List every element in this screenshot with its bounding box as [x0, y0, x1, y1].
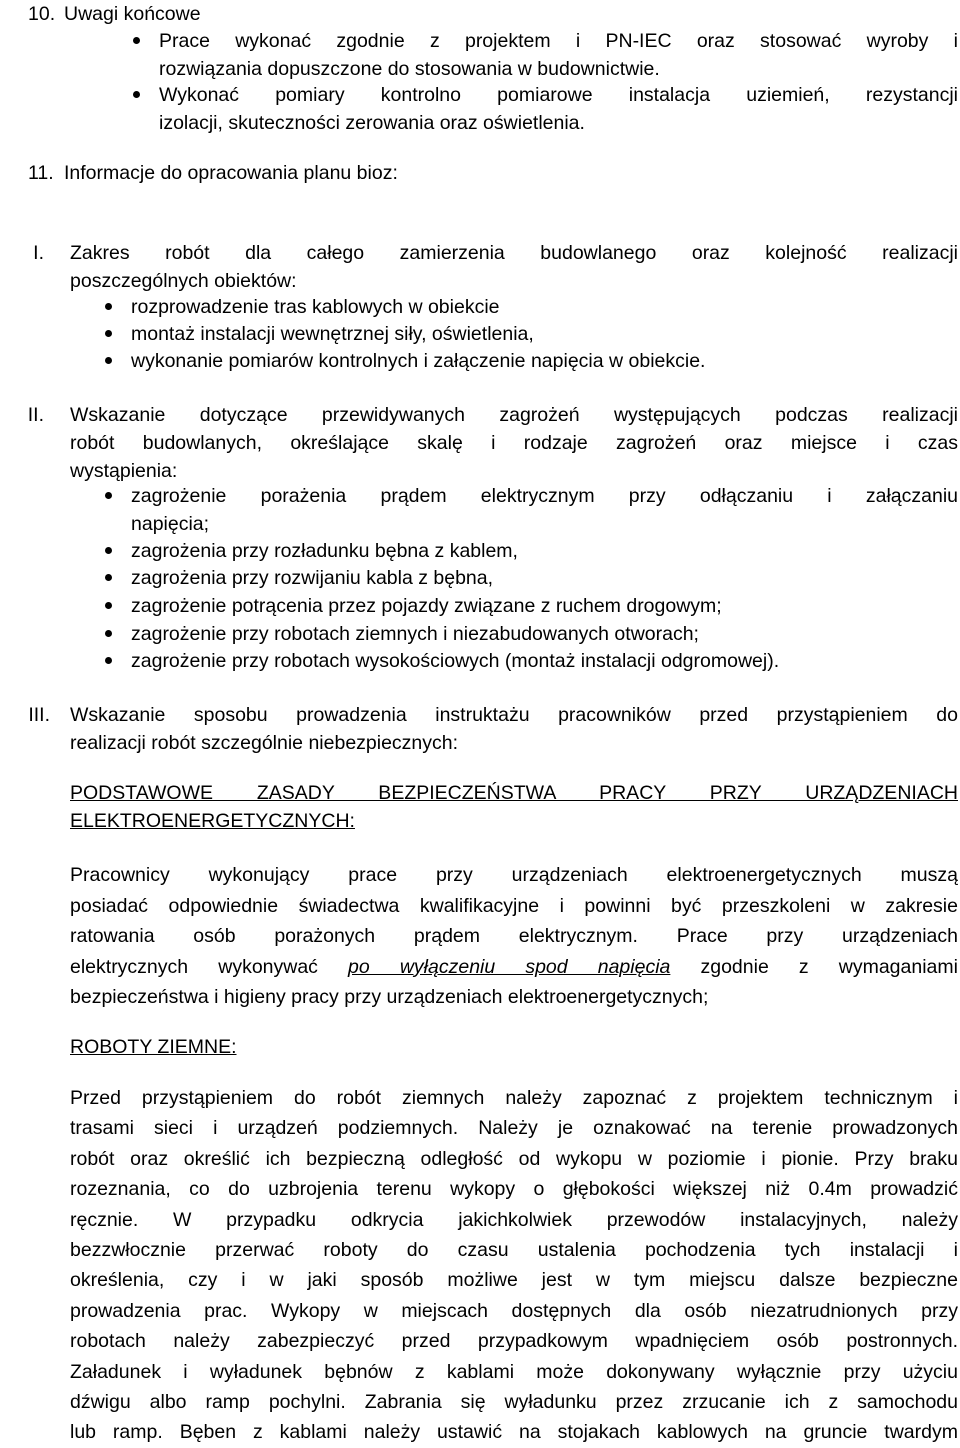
bullet-dot-icon [105, 357, 112, 364]
part-1-intro [70, 239, 958, 295]
bullet-dot-icon [133, 37, 140, 44]
part-2-bullet [131, 564, 958, 592]
part-2-line: wystąpienia: [70, 460, 178, 482]
part-1-bullet [131, 347, 958, 375]
emphasized-text: po wyłączeniu spod napięcia [348, 955, 671, 978]
part-2-bullet [131, 537, 958, 565]
paragraph-line: prowadzenia prac. Wykopy w miejscach dostępnych dla osób niezatrudnionych przy [70, 1299, 958, 1322]
part-1-bullet [131, 293, 958, 321]
paragraph-line: robót oraz określić ich bezpieczną odległość od wykopu w poziomie i pionie. Przy braku [70, 1147, 958, 1170]
paragraph-line: trasami sieci i urządzeń podziemnych. Należy je oznakować na terenie prowadzonych [70, 1117, 958, 1140]
part-2-bullet [131, 647, 958, 675]
paragraph-line: określenia, czy i w jaki sposób możliwe jest w tym miejscu dalsze bezpieczne [70, 1269, 958, 1292]
section-11-number: 11. [28, 162, 54, 184]
bullet-text: zagrożenia przy rozwijaniu kabla z bębna, [131, 567, 494, 589]
part-2-numeral: II. [27, 404, 44, 426]
paragraph-line: Załadunek i wyładunek bębnów z kablami może dokonywany wyłącznie przy użyciu [70, 1360, 958, 1383]
text-run: zgodnie z wymaganiami [670, 955, 958, 978]
bullet-dot-icon [105, 492, 112, 499]
paragraph-line: ratowania osób porażonych prądem elektrycznym. Prace przy urządzeniach [70, 925, 958, 947]
bullet-text: wykonanie pomiarów kontrolnych i załączenie napięcia w obiekcie. [131, 350, 706, 372]
bullet-dot-icon [105, 602, 112, 609]
heading-line: ROBOTY ZIEMNE: [70, 1036, 237, 1058]
bullet-dot-icon [105, 547, 112, 554]
bullet-text: zagrożenie przy robotach ziemnych i niezabudowanych otworach; [131, 623, 699, 645]
part-1-bullet [131, 320, 958, 348]
electrical-safety-paragraph [70, 860, 958, 1013]
paragraph-line: posiadać odpowiednie świadectwa kwalifikacyjne i powinni być przeszkoleni w zakresie [70, 894, 958, 917]
bullet-line: napięcia; [131, 513, 210, 535]
paragraph-line: dźwigu albo ramp pochylni. Zabrania się wyładunku przez zrzucanie ich z samochodu [70, 1391, 958, 1414]
bullet-line: rozwiązania dopuszczone do stosowania w budownictwie. [159, 58, 660, 80]
paragraph-line: rozeznania, co do uzbrojenia terenu wykopy o głębokości większej niż 0.4m prowadzić [70, 1178, 958, 1201]
paragraph-line: bezzwłocznie przerwać roboty do czasu ustalenia pochodzenia tych instalacji i [70, 1239, 958, 1262]
part-2-line: Wskazanie dotyczące przewidywanych zagrożeń występujących podczas realizacji [70, 404, 958, 426]
part-3-intro [70, 701, 958, 757]
section-10-bullet [159, 81, 958, 137]
part-2-line: robót budowlanych, określające skalę i rodzaje zagrożeń oraz miejsce i czas [70, 432, 958, 454]
section-10-bullet [159, 27, 958, 83]
part-1-line: Zakres robót dla całego zamierzenia budowlanego oraz kolejność realizacji [70, 242, 958, 264]
paragraph-line [70, 952, 958, 983]
part-1-line: poszczególnych obiektów: [70, 270, 297, 292]
bullet-text: montaż instalacji wewnętrznej siły, oświetlenia, [131, 323, 534, 345]
bullet-text: zagrożenia przy rozładunku bębna z kablem, [131, 540, 518, 562]
bullet-dot-icon [105, 657, 112, 664]
heading-line: PODSTAWOWE ZASADY BEZPIECZEŃSTWA PRACY PRZY URZĄDZENIACH [70, 782, 958, 804]
part-2-bullet [131, 592, 958, 620]
bullet-dot-icon [105, 630, 112, 637]
bullet-dot-icon [105, 303, 112, 310]
part-2-intro [70, 401, 958, 485]
bullet-dot-icon [105, 574, 112, 581]
bullet-text: zagrożenie przy robotach wysokościowych (montaż instalacji odgromowej). [131, 650, 780, 672]
section-10-number: 10. [28, 3, 56, 25]
paragraph-line: ręcznie. W przypadku odkrycia jakichkolwiek przewodów instalacyjnych, należy [70, 1208, 958, 1231]
paragraph-line: lub ramp. Bęben z kablami należy ustawić na stojakach kablowych na gruncie twardym [70, 1421, 958, 1444]
section-11-title: Informacje do opracowania planu bioz: [64, 162, 398, 184]
safety-rules-heading [70, 779, 958, 835]
text-run: elektrycznych wykonywać [70, 955, 349, 978]
paragraph-line: Pracownicy wykonujący prace przy urządzeniach elektroenergetycznych muszą [70, 864, 958, 886]
part-2-bullet [131, 482, 958, 538]
bullet-line: Prace wykonać zgodnie z projektem i PN-IEC oraz stosować wyroby i [159, 30, 958, 52]
bullet-line: Wykonać pomiary kontrolno pomiarowe instalacja uziemień, rezystancji [159, 84, 958, 106]
earthworks-heading [70, 1033, 958, 1061]
part-3-line: Wskazanie sposobu prowadzenia instruktażu pracowników przed przystąpieniem do [70, 704, 958, 726]
bullet-dot-icon [105, 330, 112, 337]
paragraph-line: robotach należy zabezpieczyć przed przypadkowym wpadnięciem osób postronnych. [70, 1330, 958, 1353]
section-10-title: Uwagi końcowe [64, 3, 201, 25]
part-2-bullet [131, 620, 958, 648]
bullet-text: rozprowadzenie tras kablowych w obiekcie [131, 296, 500, 318]
paragraph-line: Przed przystąpieniem do robót ziemnych należy zapoznać z projektem technicznym i [70, 1087, 958, 1109]
paragraph-line: bezpieczeństwa i higieny pracy przy urządzeniach elektroenergetycznych; [70, 986, 709, 1008]
earthworks-paragraph [70, 1083, 958, 1448]
bullet-line: zagrożenie porażenia prądem elektrycznym przy odłączaniu i załączaniu [131, 485, 958, 507]
bullet-text: zagrożenie potrącenia przez pojazdy związane z ruchem drogowym; [131, 595, 722, 617]
bullet-dot-icon [133, 91, 140, 98]
part-3-numeral: III. [28, 704, 50, 726]
part-3-line: realizacji robót szczególnie niebezpiecznych: [70, 732, 459, 754]
heading-line: ELEKTROENERGETYCZNYCH: [70, 810, 355, 832]
part-1-numeral: I. [33, 242, 44, 264]
bullet-line: izolacji, skuteczności zerowania oraz oświetlenia. [159, 112, 585, 134]
